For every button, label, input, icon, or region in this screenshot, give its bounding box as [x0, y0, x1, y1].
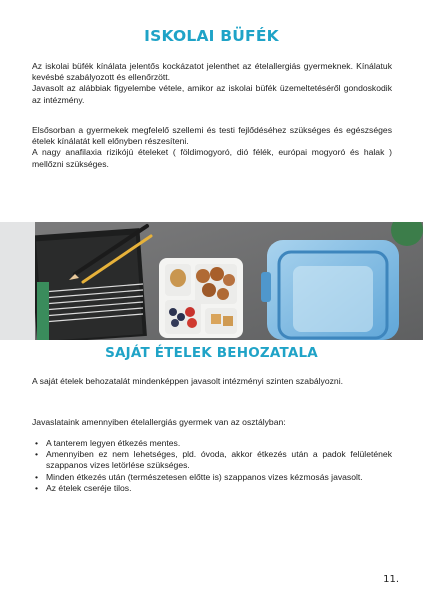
- buffet-recommendation-paragraph: Elsősorban a gyermekek megfelelő szellemi és testi fejlődéséhez szükséges és egészséges ételek kínálatát kell előnyben részesíteni. A nagy anafilaxia rizikójú ételeket ( földimogyoró, dió félék, európai mogyoró és halak ) mellőzni szükséges.: [32, 125, 392, 169]
- lunchbox-photo: [0, 222, 423, 340]
- photo-scene: [35, 222, 423, 340]
- list-item: [32, 438, 392, 449]
- list-item-text: Amennyiben ez nem lehetséges, pld. óvoda, akkor étkezés után a padok felületének szappanos vizes letörlése szükséges.: [46, 449, 392, 471]
- recommendations-intro: Javaslataink amennyiben ételallergiás gyermek van az osztályban:: [32, 417, 286, 427]
- page-number: 11.: [383, 574, 399, 585]
- list-item-text: Az ételek cseréje tilos.: [46, 482, 132, 493]
- list-item-text: A tanterem legyen étkezés mentes.: [46, 438, 181, 448]
- list-item-text: Minden étkezés után (természetesen előtte is) szappanos vizes kézmosás javasolt.: [46, 471, 363, 482]
- notebook: [35, 228, 147, 340]
- list-item: [32, 483, 392, 494]
- bullet-icon: •: [35, 471, 39, 482]
- section-title-own-food: SAJÁT ÉTELEK BEHOZATALA: [105, 345, 318, 361]
- recommendations-list: [32, 438, 392, 494]
- own-food-paragraph: A saját ételek behozatalát mindenképpen javasolt intézményi szinten szabályozni.: [32, 376, 343, 386]
- photo-illustration: [35, 222, 423, 340]
- list-item: [32, 472, 392, 483]
- blue-lunchbox: [261, 240, 399, 340]
- bullet-icon: •: [35, 438, 39, 448]
- bullet-icon: •: [35, 449, 39, 460]
- photo-margin: [0, 222, 35, 340]
- bento-tray: [159, 258, 243, 338]
- buffet-intro-paragraph: Az iskolai büfék kínálata jelentős kockázatot jelenthet az ételallergiás gyermeknek. Kínálatuk kevésbé szabályozott és ellenőrzött. Javasolt az alábbiak figyelembe vétele, amikor az iskolai büfék üzemeltetéséről gondoskodik az intézmény.: [32, 61, 392, 105]
- bullet-icon: •: [35, 482, 39, 493]
- section-title-school-buffets: ISKOLAI BÜFÉK: [144, 27, 279, 45]
- list-item: [32, 449, 392, 471]
